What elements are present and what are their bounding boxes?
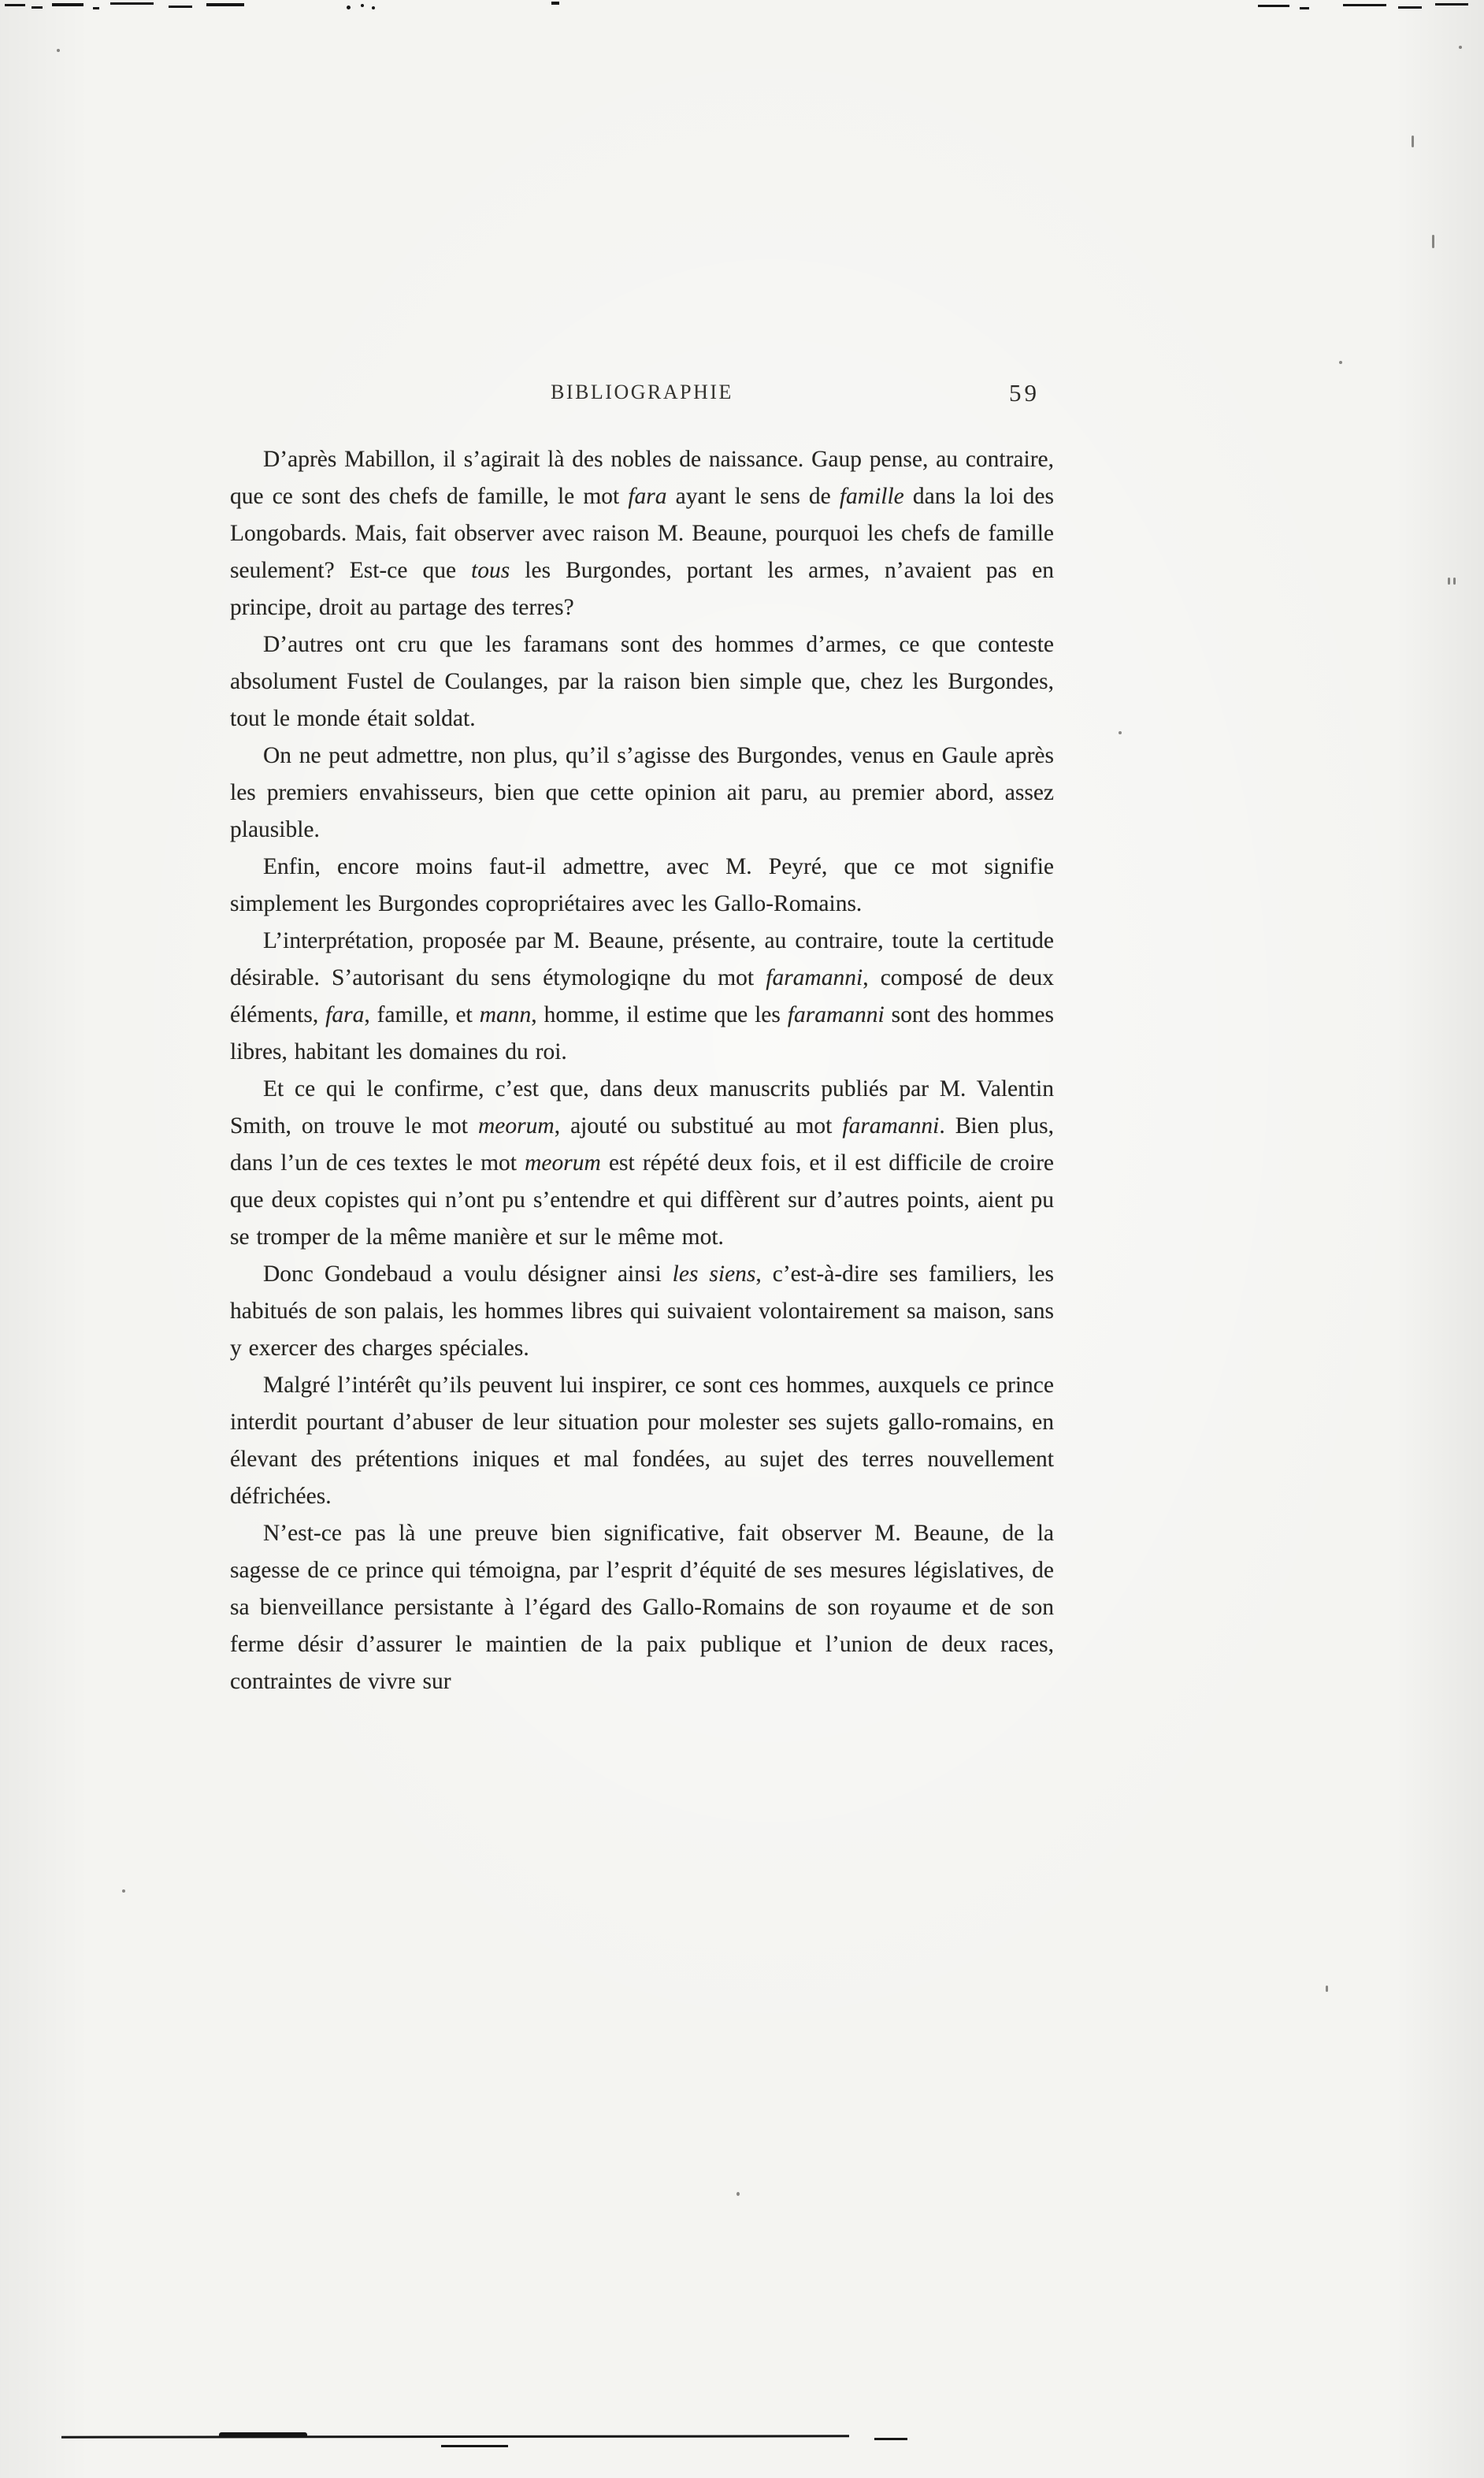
torn-edge-mark [361, 4, 364, 7]
scan-speck [122, 1889, 125, 1893]
scan-speck [1326, 1986, 1328, 1992]
torn-edge-mark [1258, 5, 1289, 7]
italic-text-run: faramanni [842, 1113, 940, 1139]
text-run: ayant le sens de [666, 484, 840, 509]
scan-bottom-dash [441, 2445, 508, 2447]
italic-text-run: tous [471, 558, 510, 583]
text-run: Et ce qui le confirme, c’est que, dans deux manuscrits publiés par M. Valentin Smith, on trouve le mot [230, 1076, 1054, 1139]
text-block [230, 441, 1054, 1700]
text-run: , composé de deux éléments, [230, 965, 1055, 1027]
scan-bottom-line [61, 2435, 849, 2438]
paragraph [230, 1071, 1054, 1256]
torn-edge-mark [52, 3, 83, 6]
text-run: N’est-ce pas là une preuve bien significative, fait observer M. Beaune, de la sagesse de ce prince qui témoigna, par l’esprit d’équité de ses mesures législatives, de sa bienveillance persistante à l’égard des Gallo-Romains de son royaume et de son ferme désir d’assurer le maintien de la paix publique et l’union de deux races, contraintes de vivre sur [230, 1521, 1054, 1694]
italic-text-run: meorum [478, 1113, 555, 1139]
page-header [230, 381, 1054, 415]
paragraph [230, 441, 1054, 626]
scan-speck [736, 2192, 740, 2196]
paragraph [230, 626, 1054, 737]
torn-edge-mark [110, 2, 154, 5]
running-title: BIBLIOGRAPHIE [551, 381, 733, 403]
text-run: Donc Gondebaud a voulu désigner ainsi [263, 1261, 673, 1287]
torn-edge-mark [5, 4, 25, 6]
text-run: L’interprétation, proposée par M. Beaune, présente, au contraire, toute la certitude désirable. S’autorisant du sens étymologiqne du mot [230, 928, 1054, 990]
page-number: 59 [1009, 379, 1040, 407]
torn-edge-mark [1300, 7, 1309, 9]
scan-speck [1412, 136, 1414, 147]
text-run: , ajouté ou substitué au mot [554, 1113, 843, 1139]
scan-speck [1459, 46, 1462, 49]
scan-bottom-dash [874, 2438, 907, 2440]
paragraph [230, 1367, 1054, 1515]
italic-text-run: fara [325, 1002, 365, 1027]
paragraph [230, 1256, 1054, 1367]
text-run: D’après Mabillon, il s’agirait là des nobles de naissance. Gaup pense, au contraire, que ce sont des chefs de famille, le mot [230, 447, 1054, 509]
torn-edge-mark [551, 2, 559, 5]
italic-text-run: mann [479, 1002, 532, 1027]
text-run: On ne peut admettre, non plus, qu’il s’agisse des Burgondes, venus en Gaule après les premiers envahisseurs, bien que cette opinion ait paru, au premier abord, assez plausible. [230, 743, 1054, 842]
scan-bottom-blot [219, 2432, 307, 2438]
torn-edge-mark [93, 7, 99, 9]
scan-speck [57, 49, 60, 52]
text-run: Malgré l’intérêt qu’ils peuvent lui inspirer, ce sont ces hommes, auxquels ce prince interdit pourtant d’abuser de leur situation pour molester ses sujets gallo-romains, en élevant des prétentions iniques et mal fondées, au sujet des terres nouvellement défrichées. [230, 1373, 1054, 1509]
text-run: les Burgondes, portant les armes, n’avaient pas en principe, droit au partage des terres? [230, 558, 1054, 620]
torn-edge-mark [169, 6, 192, 8]
italic-text-run: fara [628, 484, 667, 509]
text-run: , c’est-à-dire ses familiers, les habitués de son palais, les hommes libres qui suivaient volontairement sa maison, sans y exercer des charges spéciales. [230, 1261, 1054, 1361]
torn-edge-mark [347, 6, 351, 9]
scan-speck [1432, 235, 1434, 248]
scan-speck [1453, 578, 1456, 585]
italic-text-run: famille [839, 484, 904, 509]
torn-edge-mark [1398, 6, 1422, 9]
paragraph [230, 737, 1054, 849]
text-run: , famille, et [364, 1002, 480, 1027]
text-run: sont des hommes libres, habitant les domaines du roi. [230, 1002, 1054, 1064]
scan-speck [1119, 731, 1122, 734]
text-run: dans la loi des Longobards. Mais, fait observer avec raison M. Beaune, pourquoi les chefs de famille seulement? Est-ce que [230, 484, 1054, 583]
text-run: . Bien plus, dans l’un de ces textes le mot [230, 1113, 1054, 1176]
text-run: , homme, il estime que les [531, 1002, 788, 1027]
scan-speck [1339, 361, 1342, 364]
torn-edge-mark [206, 3, 244, 6]
text-run: est répété deux fois, et il est difficile de croire que deux copistes qui n’ont pu s’entendre et qui diffèrent sur d’autres points, aient pu se tromper de la même manière et sur le même mot. [230, 1150, 1054, 1250]
text-run: D’autres ont cru que les faramans sont des hommes d’armes, ce que conteste absolument Fustel de Coulanges, par la raison bien simple que, chez les Burgondes, tout le monde était soldat. [230, 632, 1054, 731]
torn-edge-mark [372, 6, 375, 9]
torn-edge-mark [32, 6, 43, 9]
italic-text-run: faramanni [787, 1002, 885, 1027]
torn-edge-mark [1343, 4, 1386, 6]
paragraph [230, 1515, 1054, 1700]
paragraph [230, 923, 1054, 1071]
paragraph [230, 849, 1054, 923]
scan-speck [1448, 578, 1450, 585]
italic-text-run: les siens [672, 1261, 756, 1287]
italic-text-run: faramanni [766, 965, 863, 990]
italic-text-run: meorum [525, 1150, 601, 1176]
torn-edge-mark [1435, 3, 1468, 6]
text-run: Enfin, encore moins faut-il admettre, avec M. Peyré, que ce mot signifie simplement les Burgondes copropriétaires avec les Gallo-Romains. [230, 854, 1054, 916]
